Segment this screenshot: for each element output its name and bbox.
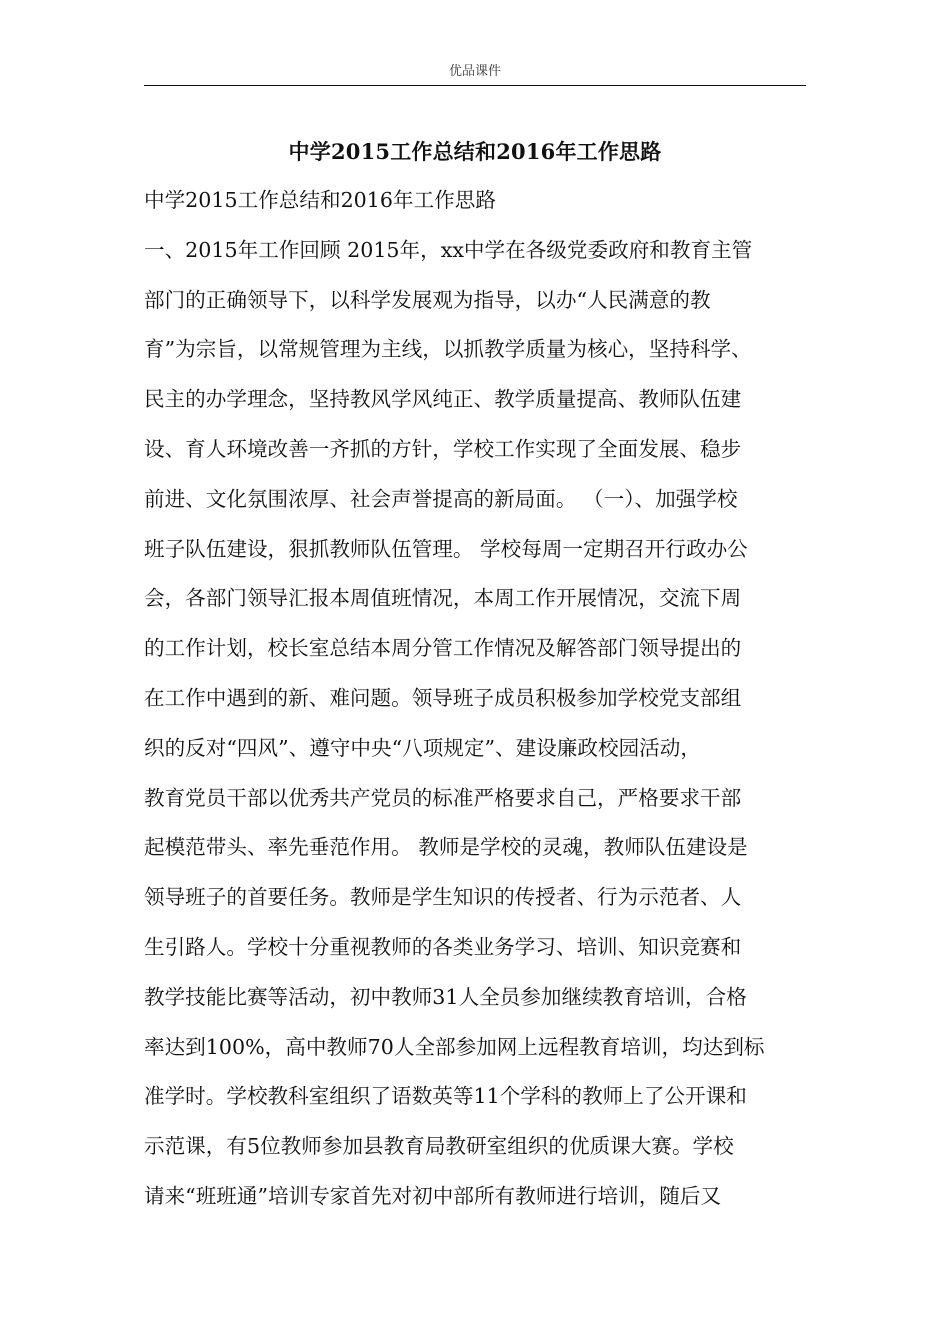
text-line: 教育党员干部以优秀共产党员的标准严格要求自己，严格要求干部 bbox=[144, 785, 742, 810]
text-line: 领导班子的首要任务。教师是学生知识的传授者、行为示范者、人 bbox=[144, 885, 742, 910]
text-line: 织的反对“四风”、遵守中央“八项规定”、建设廉政校园活动， bbox=[144, 735, 701, 760]
text-line: 的工作计划，校长室总结本周分管工作情况及解答部门领导提出的 bbox=[144, 636, 742, 661]
text-line: 教学技能比赛等活动，初中教师31人全员参加继续教育培训，合格 bbox=[144, 984, 747, 1009]
text-line: 起模范带头、率先垂范作用。 教师是学校的灵魂，教师队伍建设是 bbox=[144, 835, 748, 860]
text-line: 民主的办学理念，坚持教风学风纯正、教学质量提高、教师队伍建 bbox=[144, 387, 742, 412]
text-line: 示范课，有5位教师参加县教育局教研室组织的优质课大赛。学校 bbox=[144, 1134, 734, 1159]
text-line: 请来“班班通”培训专家首先对初中部所有教师进行培训，随后又 bbox=[144, 1183, 722, 1208]
document-title: 中学2015工作总结和2016年工作思路 bbox=[288, 139, 662, 164]
text-line: 前进、文化氛围浓厚、社会声誉提高的新局面。 （一）、加强学校 bbox=[144, 486, 738, 511]
text-line: 育”为宗旨，以常规管理为主线，以抓教学质量为核心，坚持科学、 bbox=[144, 337, 752, 362]
body-text bbox=[144, 183, 806, 1229]
header-rule bbox=[144, 85, 806, 86]
text-line: 准学时。学校教科室组织了语数英等11个学科的教师上了公开课和 bbox=[144, 1084, 747, 1109]
text-line: 设、育人环境改善一齐抓的方针，学校工作实现了全面发展、稳步 bbox=[144, 436, 742, 461]
text-line: 班子队伍建设，狠抓教师队伍管理。 学校每周一定期召开行政办公 bbox=[144, 536, 748, 561]
text-line: 率达到100%，高中教师70人全部参加网上远程教育培训，均达到标 bbox=[144, 1034, 765, 1059]
text-line: 会，各部门领导汇报本周值班情况，本周工作开展情况，交流下周 bbox=[144, 586, 742, 611]
header-label: 优品课件 bbox=[448, 64, 501, 79]
text-line: 部门的正确领导下，以科学发展观为指导，以办“人民满意的教 bbox=[144, 287, 711, 312]
text-line: 一、2015年工作回顾 2015年，xx中学在各级党委政府和教育主管 bbox=[144, 237, 753, 262]
text-line: 生引路人。学校十分重视教师的各类业务学习、培训、知识竞赛和 bbox=[144, 934, 742, 959]
text-line: 中学2015工作总结和2016年工作思路 bbox=[144, 188, 496, 212]
text-line: 在工作中遇到的新、难问题。领导班子成员积极参加学校党支部组 bbox=[144, 685, 742, 710]
